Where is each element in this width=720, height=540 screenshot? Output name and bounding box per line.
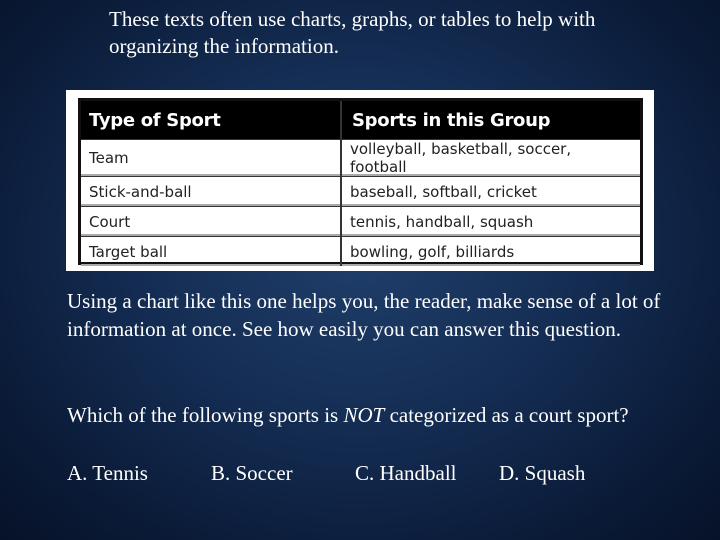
explanation-paragraph: Using a chart like this one helps you, the reader, make sense of a lot of information at once. See how easily you can answer this question.: [67, 289, 661, 341]
table-row: [81, 140, 640, 177]
sport-type-cell: Court: [81, 207, 341, 237]
header-sports-in-group: Sports in this Group: [341, 101, 640, 140]
question-text: [67, 401, 667, 429]
sport-type-cell: Team: [81, 140, 341, 177]
sport-type-cell: Stick-and-ball: [81, 177, 341, 207]
table-row: [81, 207, 640, 237]
table-row: [81, 177, 640, 207]
choice-d: D. Squash: [499, 461, 586, 485]
sports-table: [81, 101, 640, 266]
choice-c: C. Handball: [355, 461, 457, 485]
sports-table-image: [66, 90, 654, 271]
sports-list-cell: bowling, golf, billiards: [341, 237, 640, 267]
table-header-row: [81, 101, 640, 140]
question-text-after: categorized as a court sport?: [384, 403, 629, 427]
question-emphasis: NOT: [343, 403, 385, 427]
sport-type-cell: Target ball: [81, 237, 341, 267]
question-text-before: Which of the following sports is: [67, 403, 344, 427]
choice-b: B. Soccer: [211, 461, 293, 485]
sports-list-cell: baseball, softball, cricket: [341, 177, 640, 207]
choice-a: A. Tennis: [67, 461, 148, 485]
table-row: [81, 237, 640, 267]
sports-list-cell: tennis, handball, squash: [341, 207, 640, 237]
header-type-of-sport: Type of Sport: [81, 101, 341, 140]
sports-list-cell: volleyball, basketball, soccer, football: [341, 140, 640, 177]
sports-table-frame: [78, 98, 643, 265]
intro-text: These texts often use charts, graphs, or tables to help with organizing the information.: [109, 7, 596, 58]
